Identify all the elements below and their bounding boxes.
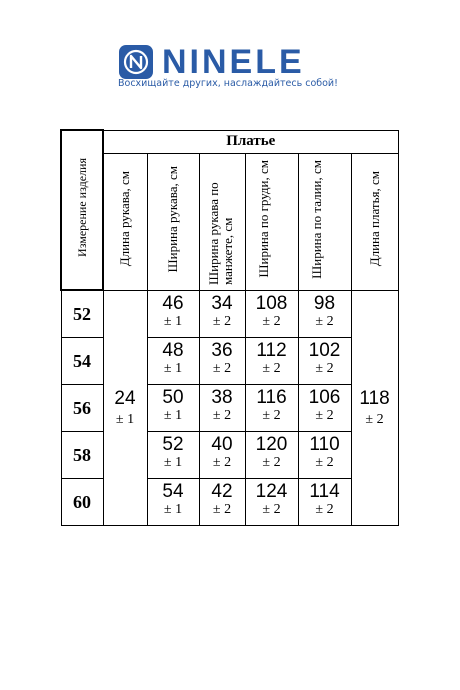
chest-width-cell: 116 ± 2	[245, 385, 298, 432]
cuff-width-cell: 36 ± 2	[199, 338, 245, 385]
waist-width-cell: 106 ± 2	[298, 385, 351, 432]
sleeve-width-cell: 54 ± 1	[147, 479, 199, 526]
cuff-width-cell: 40 ± 2	[199, 432, 245, 479]
cuff-width-cell: 38 ± 2	[199, 385, 245, 432]
cuff-width-cell: 34 ± 2	[199, 290, 245, 338]
size-label: 56	[61, 385, 103, 432]
row-header-label: Измерение изделия	[75, 158, 89, 257]
sleeve-width-cell: 48 ± 1	[147, 338, 199, 385]
size-table	[60, 129, 399, 526]
cuff-width-cell: 42 ± 2	[199, 479, 245, 526]
chest-width-cell: 124 ± 2	[245, 479, 298, 526]
sleeve-length-cell: 24 ± 1	[103, 290, 147, 526]
waist-width-cell: 102 ± 2	[298, 338, 351, 385]
waist-width-cell: 114 ± 2	[298, 479, 351, 526]
brand-name: NINELE	[162, 43, 305, 81]
column-header: Ширина по груди, см	[245, 153, 298, 290]
column-header: Длина платья, см	[351, 153, 398, 290]
brand-header	[118, 40, 348, 94]
size-label: 58	[61, 432, 103, 479]
table-row	[61, 290, 398, 338]
sleeve-width-cell: 50 ± 1	[147, 385, 199, 432]
column-header: Длина рукава, см	[103, 153, 147, 290]
chest-width-cell: 120 ± 2	[245, 432, 298, 479]
sleeve-width-cell: 46 ± 1	[147, 290, 199, 338]
size-label: 54	[61, 338, 103, 385]
column-header: Ширина рукава по манжете, см	[199, 153, 245, 290]
chest-width-cell: 112 ± 2	[245, 338, 298, 385]
table-title: Платье	[103, 130, 398, 153]
chest-width-cell: 108 ± 2	[245, 290, 298, 338]
size-label: 60	[61, 479, 103, 526]
row-header-cell	[61, 130, 103, 290]
waist-width-cell: 98 ± 2	[298, 290, 351, 338]
brand-tagline: Восхищайте других, наслаждайтесь собой!	[118, 78, 338, 89]
ninele-logo-icon	[118, 44, 154, 80]
column-header: Ширина рукава, см	[147, 153, 199, 290]
column-header: Ширина по талии, см	[298, 153, 351, 290]
waist-width-cell: 110 ± 2	[298, 432, 351, 479]
size-label: 52	[61, 290, 103, 338]
dress-length-cell: 118 ± 2	[351, 290, 398, 526]
sleeve-width-cell: 52 ± 1	[147, 432, 199, 479]
